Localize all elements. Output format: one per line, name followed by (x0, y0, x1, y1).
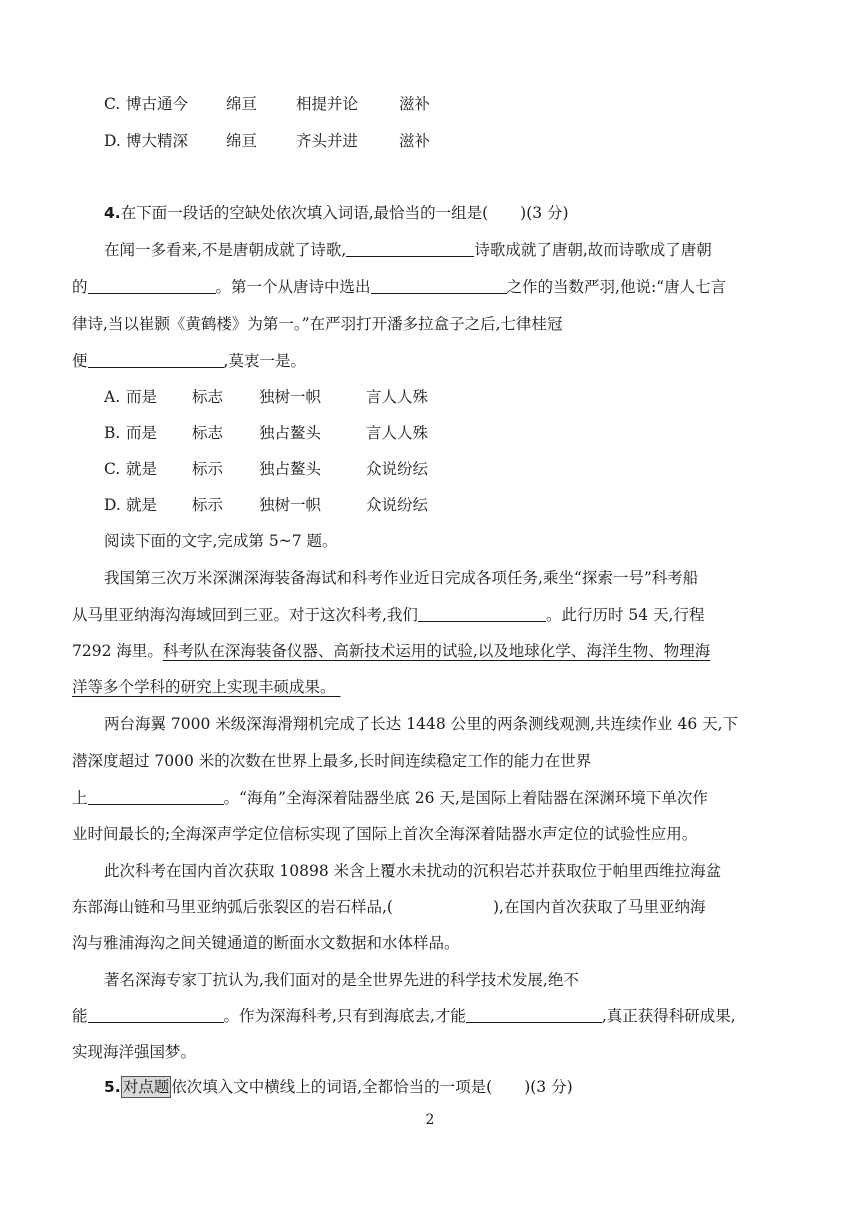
passage-p2-line-4: 业时间最长的;全海深声学定位信标实现了国际上首次全海深着陆器水声定位的试验性应用。 (72, 825, 698, 843)
q4-option-a: A. 而是 标志 独树一帜 言人人殊 (104, 388, 429, 406)
passage-p1-line-3: 7292 海里。科考队在深海装备仪器、高新技术运用的试验,以及地球化学、海洋生物、物理海 (72, 642, 711, 660)
page-number: 2 (425, 1112, 435, 1128)
passage-p3-line-2: 东部海山链和马里亚纳弧后张裂区的岩石样品,( ),在国内首次获取了马里亚纳海 (72, 898, 706, 916)
blank-7 (88, 1006, 224, 1023)
reading-intro: 阅读下面的文字,完成第 5~7 题。 (104, 532, 338, 550)
passage-p1-line-4 (72, 676, 364, 698)
q4-passage-line-3: 律诗,当以崔颢《黄鹤楼》为第一。”在严羽打开潘多拉盒子之后,七律桂冠 (72, 315, 563, 333)
prev-option-c: C. 博古通今 绵亘 相提并论 滋补 (104, 95, 431, 113)
q4-passage-line-4: 便 ,莫衷一是。 (72, 352, 306, 370)
blank-8 (466, 1006, 602, 1023)
passage-p4-line-3: 实现海洋强国梦。 (72, 1043, 197, 1061)
underlined-sentence-part-1: 科考队在深海装备仪器、高新技术运用的试验,以及地球化学、海洋生物、物理海 (162, 642, 711, 660)
passage-p4-line-2: 能 。作为深海科考,只有到海底去,才能 ,真正获得科研成果, (72, 1007, 736, 1025)
blank-6 (88, 788, 224, 805)
blank-4 (88, 351, 224, 368)
passage-p2-line-3: 上 。“海角”全海深着陆器坐底 26 天,是国际上着陆器在深渊环境下单次作 (72, 789, 708, 807)
passage-p3-line-3: 沟与雅浦海沟之间关键通道的断面水文数据和水体样品。 (72, 934, 460, 952)
blank-1 (346, 240, 474, 257)
passage-p2-line-1: 两台海翼 7000 米级深海滑翔机完成了长达 1448 公里的两条测线观测,共连续作业 46 天,下 (104, 715, 739, 733)
q4-option-b: B. 而是 标志 独占鳌头 言人人殊 (104, 424, 429, 442)
blank-5 (418, 605, 546, 622)
question-type-tag: 对点题 (122, 1078, 170, 1096)
prev-option-d: D. 博大精深 绵亘 齐头并进 滋补 (104, 132, 431, 150)
q4-option-d: D. 就是 标示 独树一帜 众说纷纭 (104, 496, 429, 514)
passage-p3-line-1: 此次科考在国内首次获取 10898 米含上覆水未扰动的沉积岩芯并获取位于帕里西维拉海盆 (104, 862, 722, 880)
q4-passage-line-2: 的 。第一个从唐诗中选出 之作的当数严羽,他说:“唐人七言 (72, 278, 727, 296)
passage-p1-line-1: 我国第三次万米深渊深海装备海试和科考作业近日完成各项任务,乘坐“探索一号”科考船 (104, 569, 699, 587)
q5-stem: 5. 对点题 依次填入文中横线上的词语,全都恰当的一项是( )(3 分) (104, 1078, 573, 1096)
q4-passage-line-1: 在闻一多看来,不是唐朝成就了诗歌, 诗歌成就了唐朝,故而诗歌成了唐朝 (104, 241, 712, 259)
blank-2 (88, 277, 216, 294)
q4-option-c: C. 就是 标示 独占鳌头 众说纷纭 (104, 460, 429, 478)
underlined-sentence-part-2: 洋等多个学科的研究上实现丰硕成果。 (72, 678, 336, 696)
passage-p4-line-1: 著名深海专家丁抗认为,我们面对的是全世界先进的科学技术发展,绝不 (104, 971, 579, 989)
passage-p2-line-2: 潜深度超过 7000 米的次数在世界上最多,长时间连续稳定工作的能力在世界 (72, 752, 592, 770)
passage-p1-line-2: 从马里亚纳海沟海域回到三亚。对于这次科考,我们 。此行历时 54 天,行程 (72, 606, 705, 624)
blank-3 (371, 277, 507, 294)
q4-stem: 4.在下面一段话的空缺处依次填入词语,最恰当的一组是( )(3 分) (104, 204, 569, 222)
